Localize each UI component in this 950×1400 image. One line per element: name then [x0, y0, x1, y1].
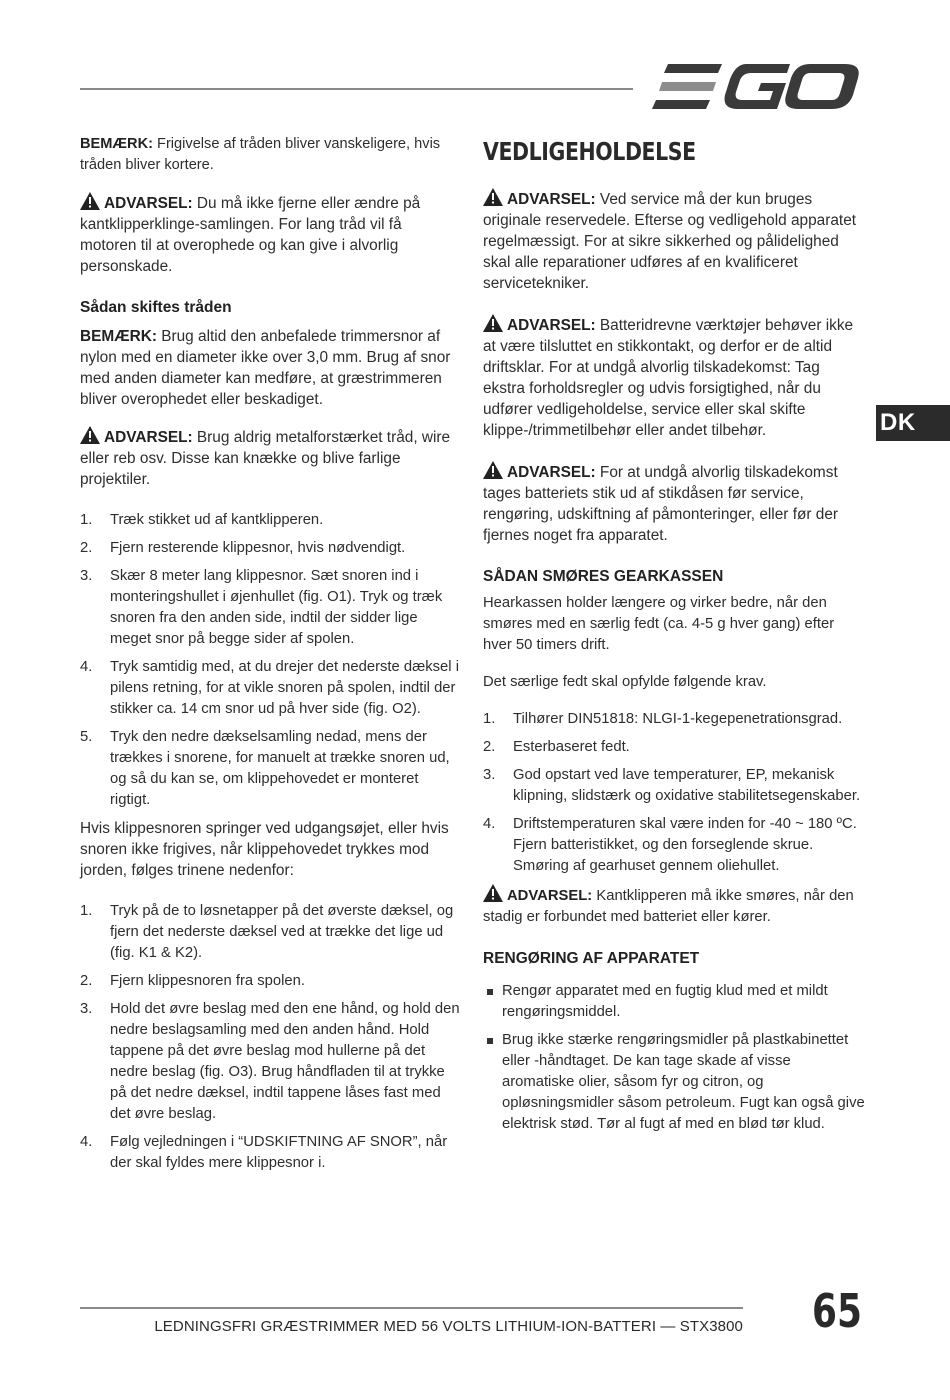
steps-line-jam	[80, 901, 460, 1174]
warning-unplug-battery: ADVARSEL: For at undgå alvorlig tilskadekomst tages batteriets stik ud af stikdåsen før service, rengøring, udskiftning af påmonteringer, eller før der fjernes noget fra apparatet.	[483, 461, 865, 546]
ego-logo	[650, 62, 862, 112]
warning-icon	[483, 884, 503, 902]
list-item: 1. Tilhører DIN51818: NLGI-1-kegepenetrationsgrad.	[483, 711, 843, 727]
language-tab: DK	[876, 405, 950, 441]
paragraph-gearbox: Hearkassen holder længere og virker bedre, når den smøres med en særlig fedt (ca. 4-5 g hver gang) efter hver 50 timers drift.	[483, 595, 835, 653]
list-item: Rengør apparatet med en fugtig klud med et mildt rengøringsmiddel.	[483, 981, 865, 1023]
list-item: 2. Esterbaseret fedt.	[483, 739, 630, 755]
heading-cleaning: RENGØRING AF APPARATET	[483, 950, 700, 967]
steps-replace-line	[80, 510, 460, 811]
bullet-square-icon	[487, 989, 493, 995]
list-item: Brug ikke stærke rengøringsmidler på plastkabinettet eller -håndtaget. De kan tage skade af visse aromatiske olier, såsom fyr og citron, og opløsningsmidler såsom petroleum. Fugt kan også give elektrisk stød. Tør al fugt af med en blød tør klud.	[483, 1030, 865, 1135]
list-item: 1. Træk stikket ud af kantklipperen.	[80, 512, 324, 528]
page-title: VEDLIGEHOLDELSE	[483, 137, 696, 166]
list-item: 4. Driftstemperaturen skal være inden for -40 ~ 180 ºC. Fjern batteristikket, og den forseglende skrue. Smøring af gearhuset gennem oliehullet.	[483, 816, 857, 874]
heading-gearbox: SÅDAN SMØRES GEARKASSEN	[483, 568, 724, 585]
warning-icon	[483, 461, 503, 479]
footer-product-name: LEDNINGSFRI GRÆSTRIMMER MED 56 VOLTS LITHIUM-ION-BATTERI — STX3800	[154, 1318, 743, 1335]
warning-original-parts: ADVARSEL: Ved service må der kun bruges originale reservedele. Efterse og vedligehold apparatet regelmæssigt. For at sikre sikkerhed og pålidelighed skal alle reparationer udføres af en kvalificeret servicetekniker.	[483, 188, 865, 294]
page-number: 65	[812, 1284, 862, 1338]
note-release: BEMÆRK: Frigivelse af tråden bliver vanskeligere, hvis tråden bliver kortere.	[80, 136, 441, 173]
list-item: 4. Følg vejledningen i “UDSKIFTNING AF SNOR”, når der skal fyldes mere klippesnor i.	[80, 1134, 448, 1171]
warning-icon	[483, 314, 503, 332]
list-item: 2. Fjern klippesnoren fra spolen.	[80, 973, 305, 989]
heading-replace-line: Sådan skiftes tråden	[80, 299, 232, 316]
left-column	[80, 134, 460, 1181]
warning-battery-tools: ADVARSEL: Batteridrevne værktøjer behøver ikke at være tilsluttet en stikkontakt, og derfor er de altid driftsklar. For at undgå alvorlig tilskadekomst: Tag ekstra forholdsregler og udvis forsigtighed, når du udfører vedligeholdelse, service eller skal skifte klippe-/trimmetilbehør eller andet tilbehør.	[483, 314, 865, 441]
list-item: 4. Tryk samtidig med, at du drejer det nederste dæksel i pilens retning, for at vikle snoren på spolen, indtil der stikker ca. 14 cm snor ud på hver side (fig. O2).	[80, 659, 459, 717]
list-item: 3. God opstart ved lave temperaturer, EP, mekanisk klipning, slidstærk og oxidative stabilitetsegenskaber.	[483, 767, 861, 804]
bullet-square-icon	[487, 1038, 493, 1044]
warning-icon	[483, 188, 503, 206]
warning-trimmer-assembly: ADVARSEL: Du må ikke fjerne eller ændre på kantklipperklinge-samlingen. For lang tråd vil få motoren til at overophede og kan give i alvorlig personskade.	[80, 192, 460, 277]
list-item: 5. Tryk den nedre dækselsamling nedad, mens der trækkes i snorene, for manuelt at trække snoren ud, og så du kan se, om klippehovedet er monteret rigtigt.	[80, 729, 450, 808]
note-line-diameter: BEMÆRK: Brug altid den anbefalede trimmersnor af nylon med en diameter ikke over 3,0 mm. Brug af snor med anden diameter kan medføre, at græstrimmeren bliver overophedet eller beskadiget.	[80, 328, 451, 408]
header-rule	[80, 88, 633, 90]
list-item: 2. Fjern resterende klippesnor, hvis nødvendigt.	[80, 540, 406, 556]
list-item: 1. Tryk på de to løsnetapper på det øverste dæksel, og fjern det nederste dæksel ved at trække det lige ud (fig. K1 & K2).	[80, 903, 454, 961]
list-item: 3. Skær 8 meter lang klippesnor. Sæt snoren ind i monteringshullet i øjenhullet (fig. O1). Tryk og træk snoren fra den anden side, indtil der sidder lige meget snor på begge sider af spolen.	[80, 568, 443, 647]
warning-icon	[80, 426, 100, 444]
steps-grease-requirements	[483, 709, 865, 877]
footer-rule	[80, 1307, 743, 1309]
warning-metal-wire: ADVARSEL: Brug aldrig metalforstærket tråd, wire eller reb osv. Disse kan knække og blive farlige projektiler.	[80, 426, 460, 490]
warning-icon	[80, 192, 100, 210]
cleaning-list	[483, 981, 865, 1135]
list-item: 3. Hold det øvre beslag med den ene hånd, og hold den nedre beslagsamling med den anden hånd. Hold tappene på det øvre beslag mod hullerne på det nedre beslag (fig. O3). Brug håndfladen til at trykke på det nedre dæksel, indtil tappene låses fast med det øvre beslag.	[80, 1001, 460, 1122]
right-column	[483, 134, 865, 1142]
warning-no-lubrication: ADVARSEL: Kantklipperen må ikke smøres, når den stadig er forbundet med batteriet eller kører.	[483, 884, 865, 928]
paragraph-line-jam: Hvis klippesnoren springer ved udgangsøjet, eller hvis snoren ikke frigives, når klippehovedet trykkes mod jorden, følges trinene nedenfor:	[80, 820, 449, 879]
paragraph-grease-req: Det særlige fedt skal opfylde følgende krav.	[483, 674, 767, 690]
